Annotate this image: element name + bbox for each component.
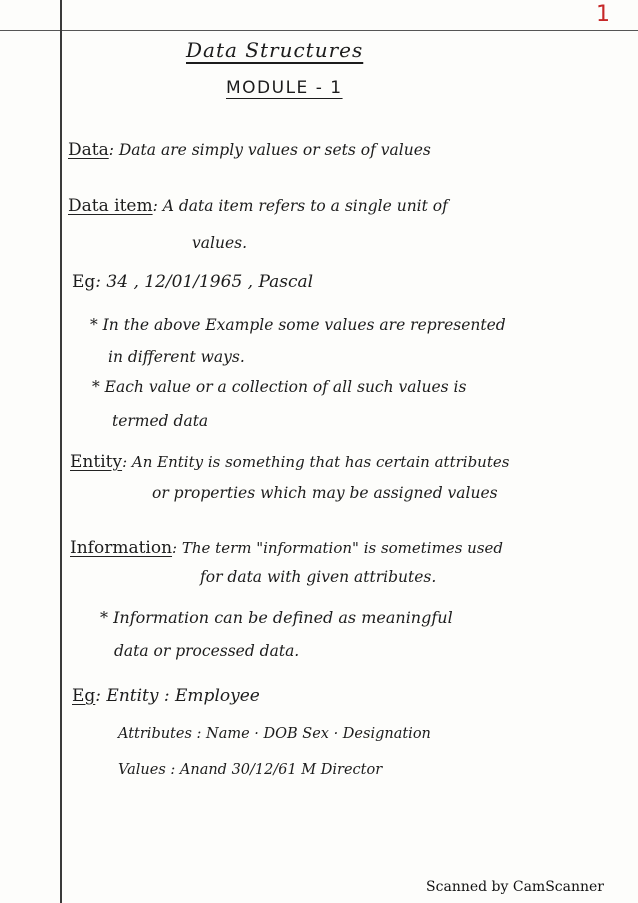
top-rule bbox=[0, 30, 638, 31]
example-one-term: Eg bbox=[72, 272, 96, 292]
data-item-term: Data item bbox=[68, 196, 153, 216]
entity-definition bbox=[70, 452, 509, 472]
attributes-line: Attributes : Name · DOB Sex · Designation bbox=[118, 726, 431, 742]
page-title: Data Structures bbox=[186, 38, 364, 62]
data-term: Data bbox=[68, 140, 109, 160]
note-three-line1: * Information can be defined as meaningful bbox=[100, 608, 453, 627]
example-two-text: : Entity : Employee bbox=[95, 686, 260, 706]
note-two-line1: * Each value or a collection of all such values is bbox=[92, 378, 467, 396]
note-one-line1: * In the above Example some values are represented bbox=[90, 316, 506, 334]
example-two bbox=[72, 686, 260, 706]
entity-term: Entity bbox=[70, 452, 123, 472]
information-text-cont: for data with given attributes. bbox=[200, 568, 437, 586]
page-number: 1 bbox=[596, 2, 610, 27]
information-definition bbox=[70, 538, 503, 558]
example-two-term: Eg bbox=[72, 686, 96, 706]
information-term: Information bbox=[70, 538, 173, 558]
entity-text-cont: or properties which may be assigned values bbox=[152, 484, 498, 502]
note-three-line2: data or processed data. bbox=[114, 642, 300, 660]
data-definition bbox=[68, 140, 431, 160]
example-one bbox=[72, 272, 313, 292]
data-item-definition bbox=[68, 196, 448, 216]
data-item-text: : A data item refers to a single unit of bbox=[152, 197, 448, 215]
entity-text: : An Entity is something that has certain attributes bbox=[122, 453, 510, 471]
margin-rule bbox=[60, 0, 62, 903]
note-two-line2: termed data bbox=[112, 412, 209, 430]
module-subtitle: MODULE - 1 bbox=[226, 78, 343, 98]
data-text: : Data are simply values or sets of values bbox=[108, 141, 431, 159]
values-line: Values : Anand 30/12/61 M Director bbox=[118, 762, 383, 778]
information-text: : The term "information" is sometimes used bbox=[172, 539, 504, 557]
scanner-watermark: Scanned by CamScanner bbox=[426, 879, 604, 895]
example-one-text: : 34 , 12/01/1965 , Pascal bbox=[95, 272, 314, 292]
note-one-line2: in different ways. bbox=[108, 348, 245, 366]
data-item-text-cont: values. bbox=[192, 234, 247, 252]
